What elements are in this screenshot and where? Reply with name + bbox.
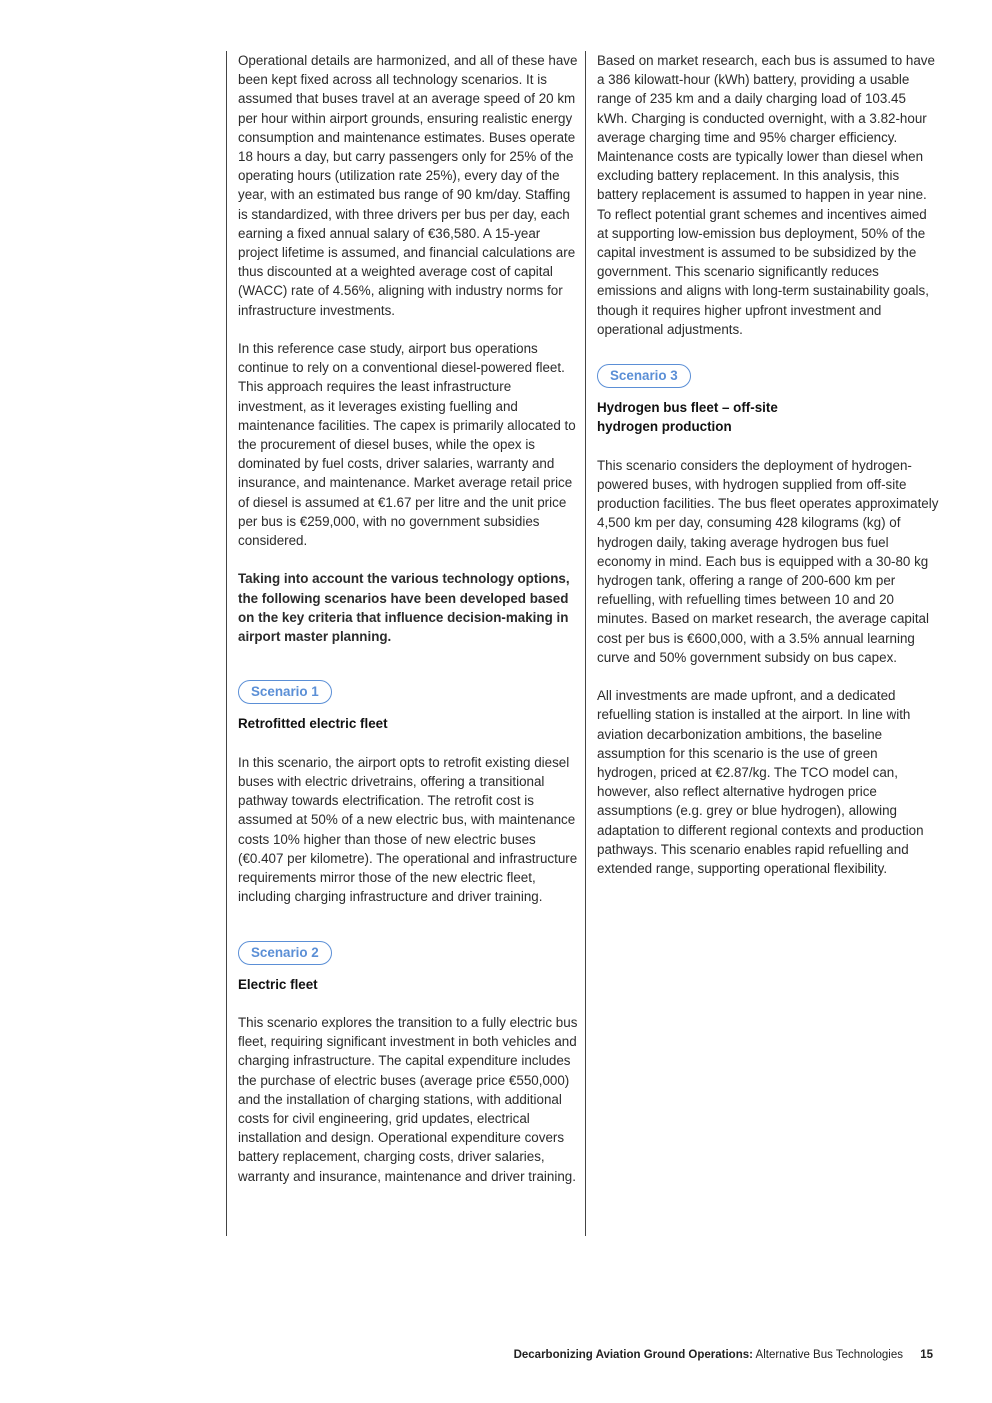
paragraph-reference-case: In this reference case study, airport bus operations continue to rely on a conventional diesel-powered fleet. This approach requires the least infrastructure investment, as it leverages existing fuelling and maintenance facilities. The capex is primarily allocated to the procurement of diesel buses, while the opex is dominated by fuel costs, driver salaries, warranty and insurance, and maintenance. Market average retail price of diesel is assumed at €1.67 per litre and the unit price per bus is €259,000, with no government subsidies considered.: [238, 341, 576, 549]
scenario-3-text-1: This scenario considers the deployment of hydrogen-powered buses, with hydrogen supplied from off-site production facilities. The bus fleet operates approximately 4,500 km per day, consuming 428 kilograms (kg) of hydrogen daily, taking average hydrogen bus fuel economy in mind. Each bus is equipped with a 30-80 kg hydrogen tank, offering a range of 200-600 km per refuelling, with refuelling times between 10 and 20 minutes. Based on market research, the average capital cost per bus is €600,000, with a 3.5% annual learning curve and 50% government subsidy on bus capex.: [597, 457, 939, 665]
paragraph-grants: To reflect potential grant schemes and incentives aimed at supporting low-emission bus deployment, 50% of the capital investment is assumed to be subsidized by the government. This scenario significantly reduces emissions and aligns with long-term sustainability goals, though it requires higher upfront investment and operational adjustments.: [597, 206, 929, 337]
paragraph-operational-details: Operational details are harmonized, and all of these have been kept fixed across all technology scenarios. It is assumed that buses travel at an average speed of 20 km per hour within airport grounds, ensuring realistic energy consumption and maintenance estimates. Buses operate 18 hours a day, but carry passengers only for 25% of the operating hours (utilization rate 25%), every day of the year, with an estimated bus range of 90 km/day. Staffing is standardized, with three drivers per bus per day, each earning a fixed annual salary of €36,580. A 15-year project lifetime is assumed, and financial calculations are thus discounted at a weighted average cost of capital (WACC) rate of 4.56%, aligning with industry norms for infrastructure investments.: [238, 53, 578, 318]
scenario-2-title: Electric fleet: [238, 976, 318, 992]
scenario-2-text: This scenario explores the transition to a fully electric bus fleet, requiring significant investment in both vehicles and charging infrastructure. The capital expenditure includes the purchase of electric buses (average price €550,000) and the installation of charging stations, with additional costs for civil engineering, grid updates, electrical installation and design. Operational expenditure covers battery replacement, charging costs, driver salaries, warranty and insurance, maintenance and driver training.: [238, 1015, 578, 1184]
scenario-1-badge: Scenario 1: [238, 680, 332, 704]
scenario-3-badge: Scenario 3: [597, 364, 691, 388]
left-column: [226, 51, 580, 1236]
footer-subtitle: Alternative Bus Technologies: [755, 1349, 903, 1361]
paragraph-scenarios-intro: Taking into account the various technology options, the following scenarios have been developed based on the key criteria that influence decision-making in airport master planning.: [238, 571, 570, 645]
footer-title: Decarbonizing Aviation Ground Operations:: [513, 1349, 753, 1361]
right-column: [585, 51, 939, 1236]
scenario-3-title: Hydrogen bus fleet – off-site hydrogen production: [597, 400, 778, 435]
scenario-2-badge: Scenario 2: [238, 941, 332, 965]
scenario-1-title: Retrofitted electric fleet: [238, 716, 388, 732]
scenario-1-text: In this scenario, the airport opts to retrofit existing diesel buses with electric drivetrains, offering a transitional pathway towards electrification. The retrofit cost is assumed at 50% of a new electric bus, with maintenance costs 10% higher than those of new electric buses (€0.407 per kilometre). The operational and infrastructure requirements mirror those of the new electric fleet, including charging infrastructure and driver training.: [238, 754, 578, 905]
page-footer: [514, 1346, 933, 1365]
scenario-3-text-2: All investments are made upfront, and a dedicated refuelling station is installed at the airport. In line with aviation decarbonization ambitions, the baseline assumption for this scenario is the use of green hydrogen, priced at €2.87/kg. The TCO model can, however, also reflect alternative hydrogen price assumptions (e.g. grey or blue hydrogen), allowing adaptation to different regional contexts and production pathways. This scenario enables rapid refuelling and extended range, supporting operational flexibility.: [597, 688, 924, 877]
paragraph-battery: Based on market research, each bus is assumed to have a 386 kilowatt-hour (kWh) battery, providing a usable range of 235 km and a daily charging load of 103.45 kWh. Charging is conducted overnight, with a 3.82-hour average charging time and 95% charger efficiency. Maintenance costs are typically lower than diesel when excluding battery replacement. In this analysis, this battery replacement is assumed to happen in year nine.: [597, 53, 935, 203]
page-number: 15: [920, 1349, 933, 1361]
